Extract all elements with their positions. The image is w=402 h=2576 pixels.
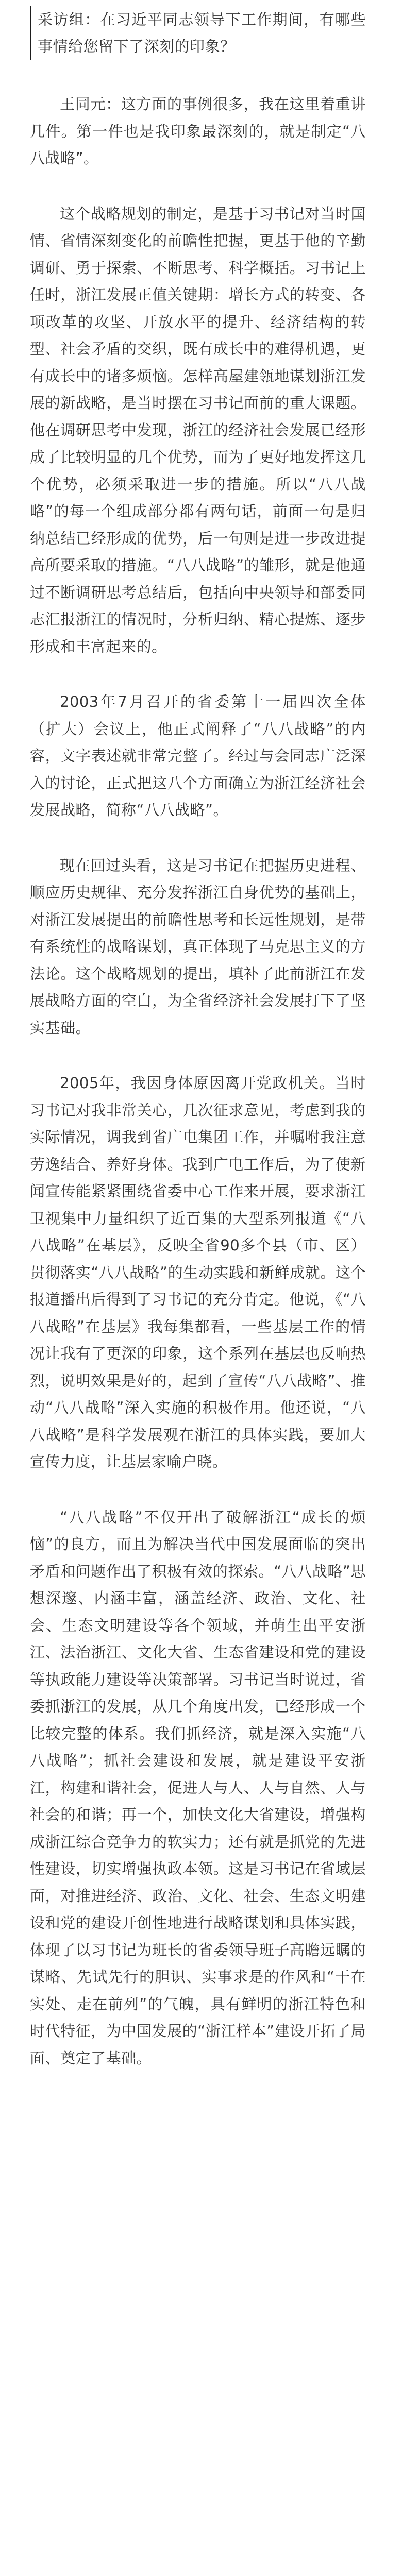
answer-paragraph: 现在回过头看，这是习书记在把握历史进程、顺应历史规律、充分发挥浙江自身优势的基础上，对浙江发展提出的前瞻性思考和长远性规划，是带有系统性的战略谋划，真正体现了马克思主义的方法论。这个战略规划的提出，填补了此前浙江在发展战略方面的空白，为全省经济社会发展打下了坚实基础。 xyxy=(30,856,366,1037)
answer-paragraph: 2003年7月召开的省委第十一届四次全体（扩大）会议上，他正式阐释了“八八战略”的内容，文字表述就非常完整了。经过与会同志广泛深入的讨论，正式把这八个方面确立为浙江经济社会发展战略，简称“八八战略”。 xyxy=(30,693,366,819)
answer-paragraph: 这个战略规划的制定，是基于习书记对当时国情、省情深刻变化的前瞻性把握，更基于他的辛勤调研、勇于探索、不断思考、科学概括。习书记上任时，浙江发展正值关键期：增长方式的转变、各项改革的攻坚、开放水平的提升、经济结构的转型、社会矛盾的交织，既有成长中的难得机遇，更有成长中的诸多烦恼。怎样高屋建瓴地谋划浙江发展的新战略，是当时摆在习书记面前的重大课题。他在调研思考中发现，浙江的经济社会发展已经形成了比较明显的几个优势，而为了更好地发挥这几个优势，必须采取进一步的措施。所以“八八战略”的每一个组成部分都有两句话，前面一句是归纳总结已经形成的优势，后一句则是进一步改进提高所要采取的措施。“八八战略”的雏形，就是他通过不断调研思考总结后，包括向中央领导和部委同志汇报浙江的情况时，分析归纳、精心提炼、逐步形成和丰富起来的。 xyxy=(30,205,366,655)
question-text: 在习近平同志领导下工作期间，有哪些事情给您留下了深刻的印象？ xyxy=(38,11,366,55)
answer-paragraph: 王同元：这方面的事例很多，我在这里着重讲几件。第一件也是我印象最深刻的，就是制定“八八战略”。 xyxy=(30,95,366,167)
answer-paragraph: 2005年，我因身体原因离开党政机关。当时习书记对我非常关心，几次征求意见，考虑到我的实际情况，调我到省广电集团工作，并嘱咐我注意劳逸结合、养好身体。我到广电工作后，为了使新闻宣传能紧紧围绕省委中心工作来开展，要求浙江卫视集中力量组织了近百集的大型系列报道《“八八战略”在基层》，反映全省90多个县（市、区）贯彻落实“八八战略”的生动实践和新鲜成就。这个报道播出后得到了习书记的充分肯定。他说，《“八八战略”在基层》我每集都看，一些基层工作的情况让我有了更深的印象，这个系列在基层也反响热烈，说明效果是好的，起到了宣传“八八战略”、推动“八八战略”深入实施的积极作用。他还说，“八八战略”是科学发展观在浙江的具体实践，要加大宣传力度，让基层家喻户晓。 xyxy=(30,1074,366,1470)
interview-question xyxy=(30,6,366,60)
answer-paragraph: “八八战略”不仅开出了破解浙江“成长的烦恼”的良方，而且为解决当代中国发展面临的突出矛盾和问题作出了积极有效的探索。“八八战略”思想深邃、内涵丰富，涵盖经济、政治、文化、社会、生态文明建设等各个领域，并萌生出平安浙江、法治浙江、文化大省、生态省建设和党的建设等执政能力建设等决策部署。习书记当时说过，省委抓浙江的发展，从几个角度出发，已经形成一个比较完整的体系。我们抓经济，就是深入实施“八八战略”；抓社会建设和发展，就是建设平安浙江，构建和谐社会，促进人与人、人与自然、人与社会的和谐；再一个，加快文化大省建设，增强构成浙江综合竞争力的软实力；还有就是抓党的先进性建设，切实增强执政本领。这是习书记在省域层面，对推进经济、政治、文化、社会、生态文明建设和党的建设开创性地进行战略谋划和具体实践，体现了以习书记为班长的省委领导班子高瞻远瞩的谋略、先试先行的胆识、实事求是的作风和“干在实处、走在前列”的气魄，具有鲜明的浙江特色和时代特征，为中国发展的“浙江样本”建设开拓了局面、奠定了基础。 xyxy=(30,1508,366,2067)
question-speaker: 采访组： xyxy=(38,11,100,28)
